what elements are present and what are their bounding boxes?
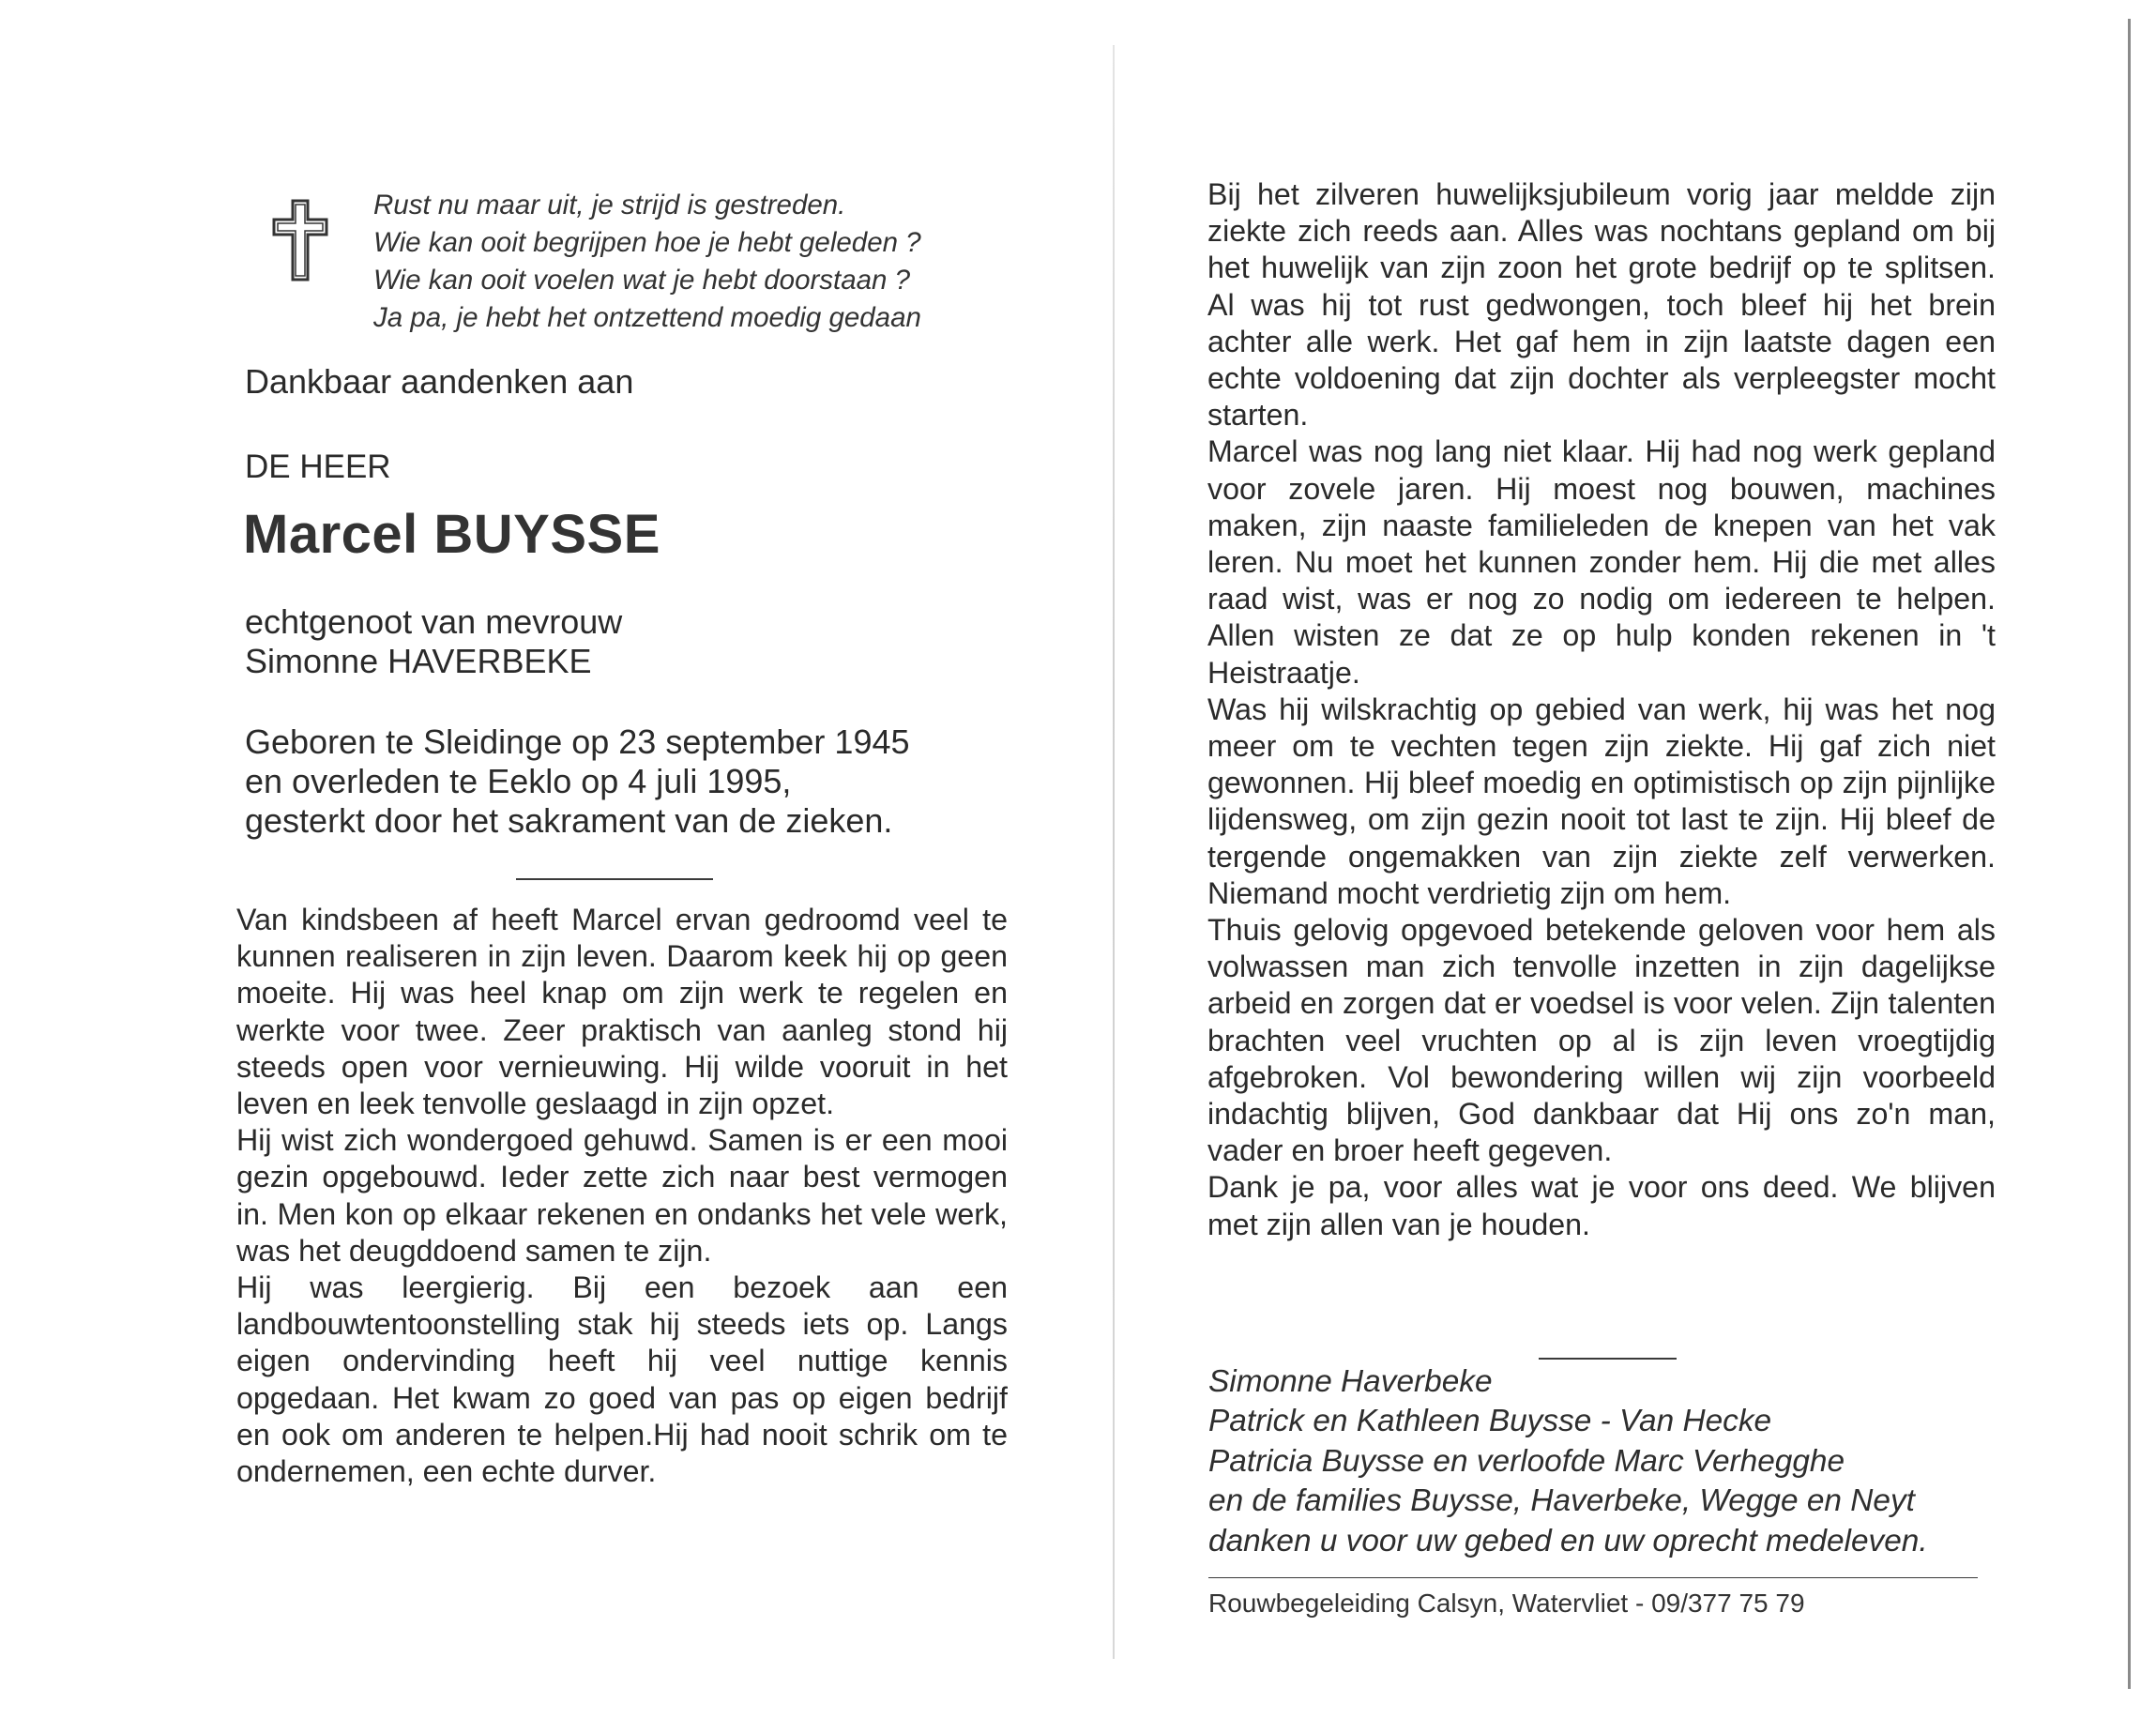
- biography-left: [236, 902, 1008, 1490]
- sacrament-line: gesterkt door het sakrament van de zieken.: [245, 801, 893, 840]
- intro-text: Dankbaar aandenken aan: [245, 362, 634, 401]
- death-line: en overleden te Eeklo op 4 juli 1995,: [245, 762, 792, 800]
- spouse-line: echtgenoot van mevrouw: [245, 602, 623, 641]
- paragraph: Hij wist zich wondergoed gehuwd. Samen is er een mooi gezin opgebouwd. Ieder zette zich naar best vermogen in. Men kon op elkaar rekenen en ondanks het vele werk, was het deugddoend samen te zijn.: [236, 1123, 1008, 1268]
- deceased-name: Marcel BUYSSE: [243, 504, 660, 565]
- paragraph: Dank je pa, voor alles wat je voor ons deed. We blijven met zijn allen van je houden.: [1207, 1170, 1996, 1241]
- dates-block: [245, 722, 910, 841]
- spouse-block: [245, 602, 622, 681]
- paragraph: Marcel was nog lang niet klaar. Hij had nog werk gepland voor zovele jaren. Hij moest nog bouwen, machines maken, zijn naaste familieleden de knepen van het vak leren. Nu moet het kunnen zonder hem. Hij die met alles raad wist, was er nog zo nodig om iedereen te helpen. Allen wisten ze dat ze op hulp konden rekenen in 't Heistraatje.: [1207, 434, 1996, 690]
- paragraph: Bij het zilveren huwelijksjubileum vorig jaar meldde zijn ziekte zich reeds aan. Alles was nochtans gepland om bij het huwelijk van zijn zoon het grote bedrijf op te splitsen. Al was hij tot rust gedwongen, toch bleef hij het brein achter alle werk. Het gaf hem in zijn laatste dagen een echte voldoening dat zijn dochter als verpleegster mocht starten.: [1207, 177, 1996, 433]
- paragraph: Was hij wilskrachtig op gebied van werk, hij was het nog meer om te vechten tegen zijn ziekte. Hij gaf zich niet gewonnen. Hij bleef moedig en optimistisch op zijn pijnlijke lijdensweg, om zijn gezin nooit tot last te zijn. Hij bleef de tergende ongemakken van zijn ziekte zelf verwerken. Niemand mocht verdrietig zijn om hem.: [1207, 692, 1996, 910]
- signature-line: Patrick en Kathleen Buysse - Van Hecke: [1208, 1404, 1772, 1439]
- footer-divider: [1208, 1577, 1978, 1578]
- spouse-name: Simonne HAVERBEKE: [245, 642, 592, 680]
- poem-line: Ja pa, je hebt het ontzettend moedig gedaan: [373, 302, 921, 333]
- poem-line: Wie kan ooit begrijpen hoe je hebt geleden ?: [373, 227, 921, 258]
- funeral-home-credit: Rouwbegeleiding Calsyn, Watervliet - 09/377 75 79: [1208, 1589, 1805, 1618]
- birth-line: Geboren te Sleidinge op 23 september 1945: [245, 722, 910, 761]
- poem-line: Rust nu maar uit, je strijd is gestreden.: [373, 190, 846, 220]
- poem: [373, 187, 1049, 337]
- divider: [1539, 1358, 1677, 1360]
- card-fold: [1113, 45, 1115, 1659]
- signature-line: Simonne Haverbeke: [1208, 1364, 1493, 1399]
- latin-cross-icon: [270, 197, 330, 283]
- poem-line: Wie kan ooit voelen wat je hebt doorstaan ?: [373, 265, 911, 296]
- paragraph: Thuis gelovig opgevoed betekende geloven voor hem als volwassen man zich tenvolle inzetten in zijn dagelijkse arbeid en zorgen dat er voedsel is voor velen. Zijn talenten brachten veel vruchten op al is zijn leven vroegtijdig afgebroken. Vol bewondering willen wij zijn voorbeeld indachtig blijven, God dankbaar dat Hij ons zo'n man, vader en broer heeft gegeven.: [1207, 913, 1996, 1168]
- honorific: DE HEER: [245, 449, 391, 485]
- paragraph: Hij was leergierig. Bij een bezoek aan een landbouwtentoonstelling stak hij steeds iets op. Langs eigen ondervinding heeft hij veel nuttige kennis opgedaan. Het kwam zo goed van pas op eigen bedrijf en ook om anderen te helpen.Hij had nooit schrik om te ondernemen, een echte durver.: [236, 1270, 1008, 1489]
- biography-right: [1207, 176, 1996, 1243]
- family-signatures: [1208, 1362, 1928, 1561]
- paragraph: Van kindsbeen af heeft Marcel ervan gedroomd veel te kunnen realiseren in zijn leven. Daarom keek hij op geen moeite. Hij was heel knap om zijn werk te regelen en werkte voor twee. Zeer praktisch van aanleg stond hij steeds open voor vernieuwing. Hij wilde vooruit in het leven en leek tenvolle geslaagd in zijn opzet.: [236, 903, 1008, 1121]
- signature-line: danken u voor uw gebed en uw oprecht medeleven.: [1208, 1523, 1928, 1558]
- card-edge: [2128, 19, 2131, 1689]
- divider: [516, 878, 713, 880]
- signature-line: Patricia Buysse en verloofde Marc Verhegghe: [1208, 1443, 1845, 1479]
- signature-line: en de families Buysse, Haverbeke, Wegge en Neyt: [1208, 1483, 1915, 1519]
